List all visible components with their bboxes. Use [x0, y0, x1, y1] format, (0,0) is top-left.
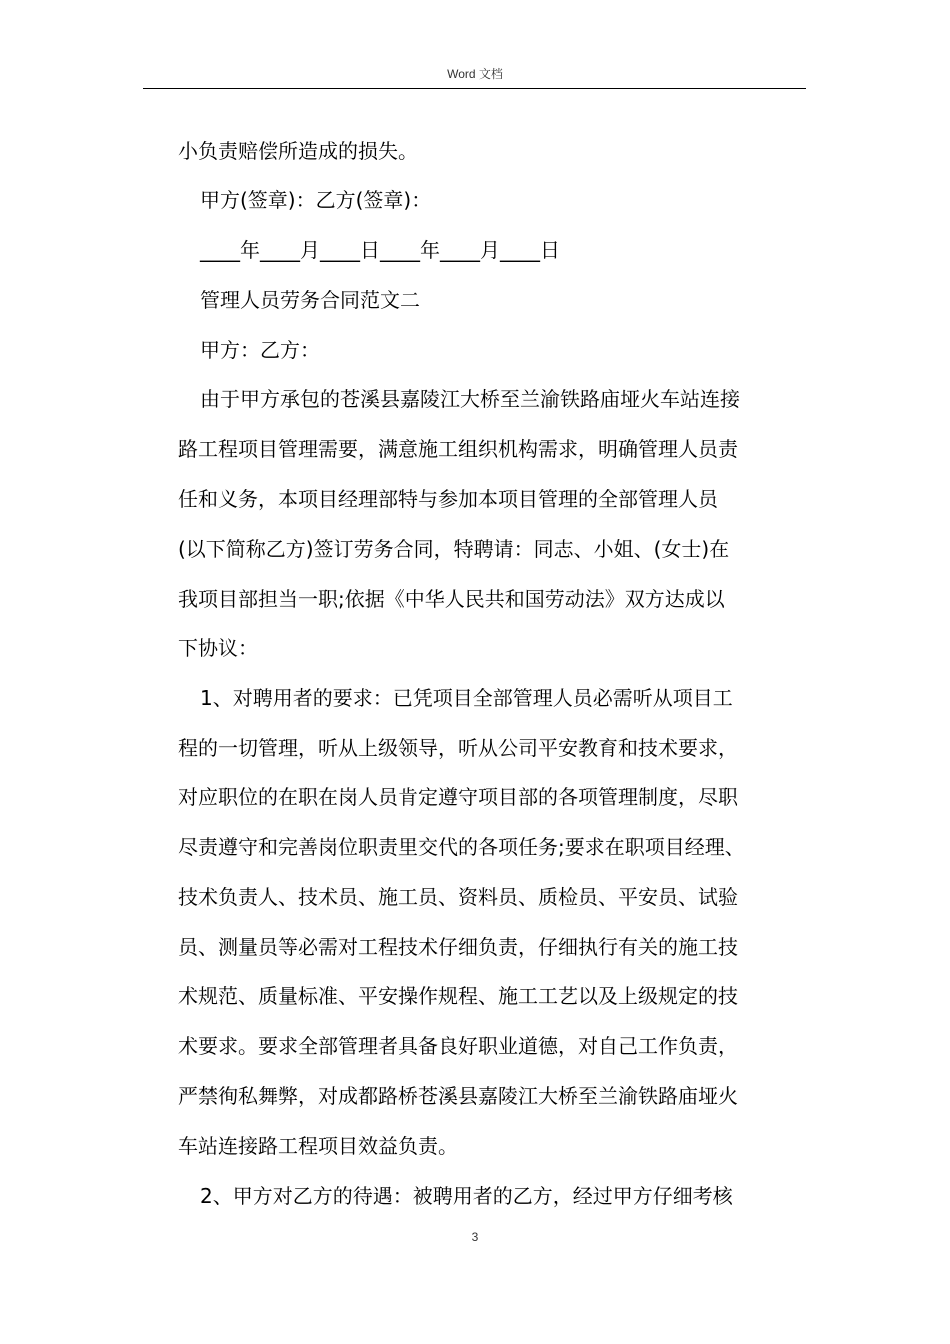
text-line: 甲方：乙方： [200, 338, 320, 362]
text-line: 尽责遵守和完善岗位职责里交代的各项任务;要求在职项目经理、 [178, 835, 745, 859]
page-number: 3 [471, 1230, 479, 1244]
text-line: 术要求。要求全部管理者具备良好职业道德，对自己工作负责， [178, 1034, 738, 1058]
text-line: 甲方(签章)：乙方(签章)： [200, 188, 432, 212]
text-line: 对应职位的在职在岗人员肯定遵守项目部的各项管理制度，尽职 [178, 785, 738, 809]
text-line: 车站连接路工程项目效益负责。 [178, 1134, 458, 1158]
text-line: 小负责赔偿所造成的损失。 [178, 139, 418, 163]
text-line: 下协议： [178, 636, 258, 660]
text-line: 员、测量员等必需对工程技术仔细负责，仔细执行有关的施工技 [178, 935, 738, 959]
page-header: Word 文档 [447, 67, 503, 81]
text-line: 由于甲方承包的苍溪县嘉陵江大桥至兰渝铁路庙垭火车站连接 [200, 387, 740, 411]
header-divider [143, 88, 806, 89]
text-line: (以下简称乙方)签订劳务合同，特聘请：同志、小姐、(女士)在 [178, 537, 730, 561]
text-line: 2、甲方对乙方的待遇：被聘用者的乙方，经过甲方仔细考核 [200, 1184, 733, 1208]
text-line: 1、对聘用者的要求：已凭项目全部管理人员必需听从项目工 [200, 686, 733, 710]
text-line: 技术负责人、技术员、施工员、资料员、质检员、平安员、试验 [178, 885, 738, 909]
text-line: 我项目部担当一职;依据《中华人民共和国劳动法》双方达成以 [178, 587, 725, 611]
text-line: ____年____月____日____年____月____日 [200, 238, 560, 262]
text-line: 严禁徇私舞弊，对成都路桥苍溪县嘉陵江大桥至兰渝铁路庙垭火 [178, 1084, 738, 1108]
text-line: 术规范、质量标准、平安操作规程、施工工艺以及上级规定的技 [178, 984, 738, 1008]
text-line: 路工程项目管理需要，满意施工组织机构需求，明确管理人员责 [178, 437, 738, 461]
text-line: 任和义务，本项目经理部特与参加本项目管理的全部管理人员 [178, 487, 718, 511]
text-line: 程的一切管理，听从上级领导，听从公司平安教育和技术要求， [178, 736, 738, 760]
text-line: 管理人员劳务合同范文二 [200, 288, 420, 312]
